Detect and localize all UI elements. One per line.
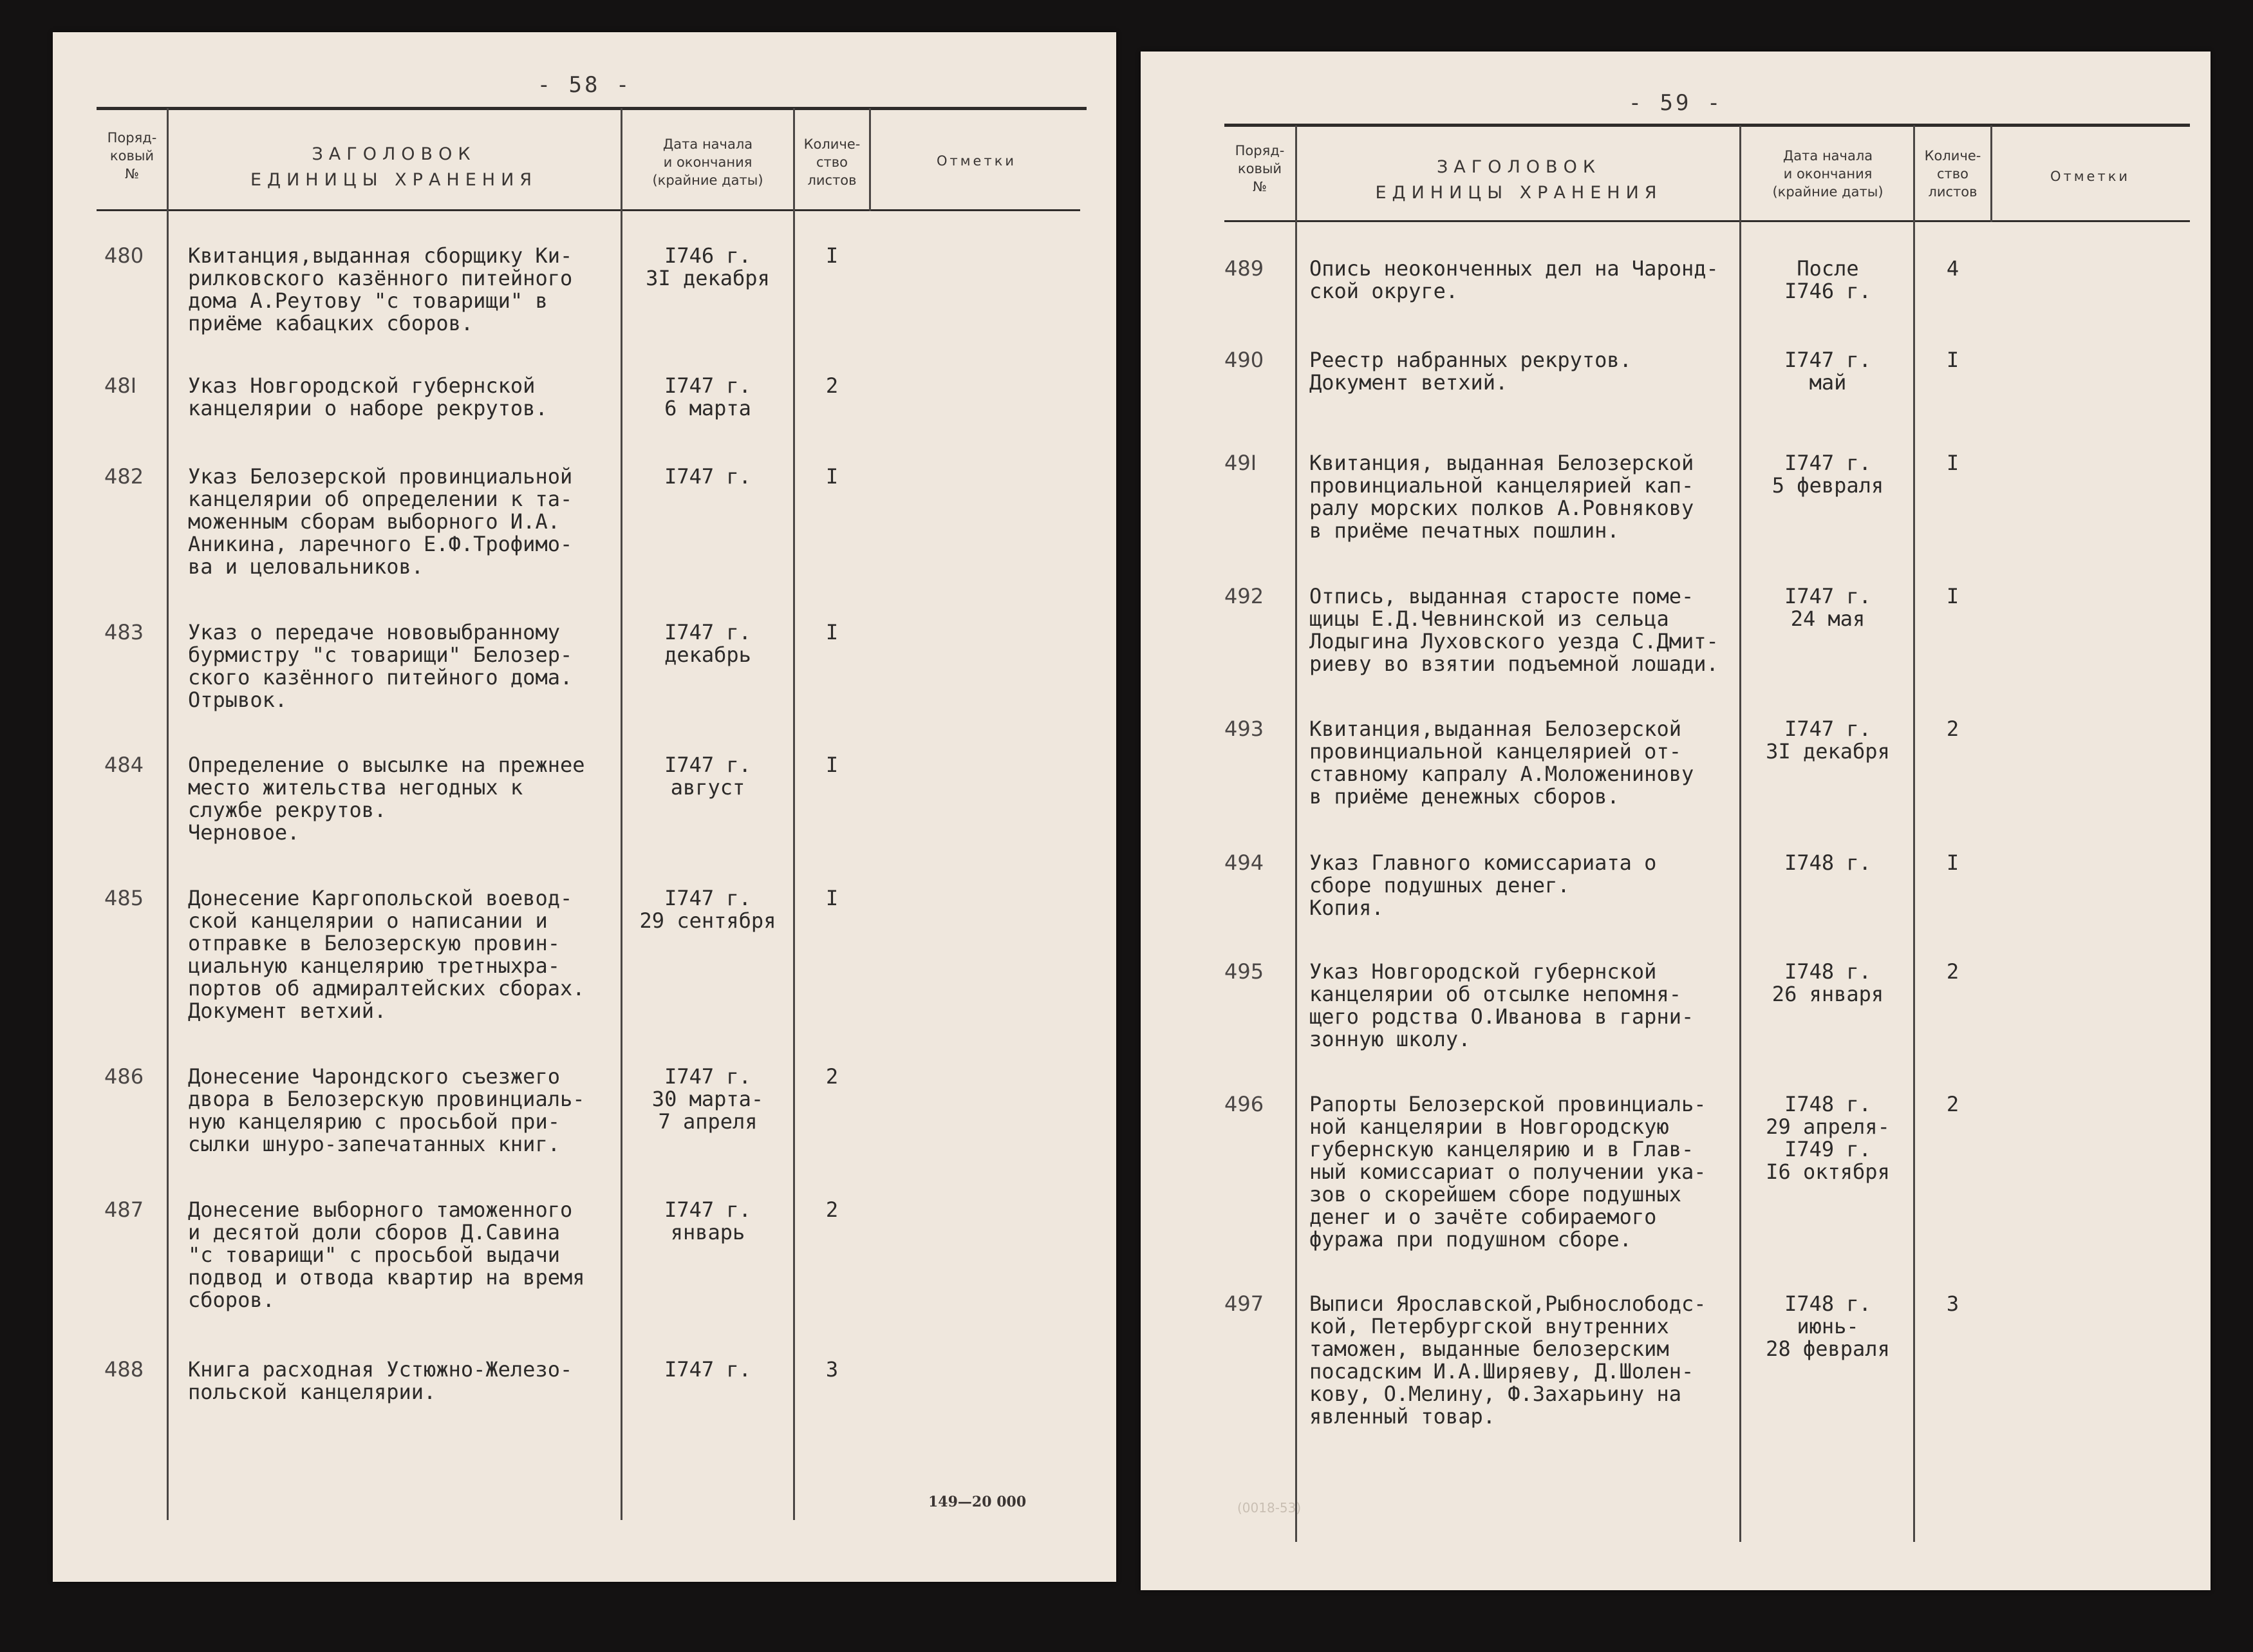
- row-number: 493: [1224, 717, 1264, 741]
- row-count: 2: [1946, 959, 1959, 984]
- header-number-column: Поряд- ковый №: [1235, 143, 1285, 194]
- row-date: I748 г. 29 апреля- I749 г. I6 октября: [1766, 1092, 1890, 1184]
- header-notes-column: Отметки: [936, 153, 1017, 169]
- column-divider: [1913, 126, 1915, 1542]
- row-count: 2: [1946, 717, 1959, 741]
- row-date: I747 г. 30 марта- 7 апреля: [651, 1064, 764, 1134]
- row-count: 4: [1946, 256, 1959, 281]
- row-number: 483: [104, 620, 144, 644]
- row-number: 484: [104, 753, 144, 777]
- row-number: 49I: [1224, 451, 1257, 475]
- row-title: Определение о высылке на прежнее место жительства негодных к службе рекрутов. Черновое.: [188, 753, 585, 845]
- page-number: - 59 -: [1628, 90, 1723, 116]
- header-date-column: Дата начала и окончания (крайние даты): [1772, 148, 1884, 200]
- row-title: Указ Белозерской провинциальной канцелярии об определении к та- моженным сборам выборного И.А. Аникина, ларечного Е.Ф.Трофимо- ва и целовальников.: [188, 464, 573, 579]
- row-date: I747 г.: [664, 464, 751, 489]
- row-count: I: [825, 753, 839, 777]
- row-title: Донесение выборного таможенного и десятой доли сборов Д.Савина "с товарищи" с просьбой выдачи подвод и отвода квартир на время сборов.: [188, 1197, 585, 1312]
- faded-print-code: (0018-53): [1237, 1500, 1302, 1516]
- row-title: Рапорты Белозерской провинциаль- ной канцелярии в Новгородскую губернскую канцелярию и в Глав- ный комиссариат о получении ука- зов о скорейшем сборе подушных денег и о зачёте собираемого фуража при подушном сборе.: [1309, 1092, 1706, 1252]
- row-count: 3: [1946, 1291, 1959, 1316]
- row-count: I: [825, 243, 839, 268]
- row-number: 482: [104, 464, 144, 489]
- header-count-column: Количе- ство листов: [803, 136, 861, 188]
- header-number-column: Поряд- ковый №: [107, 130, 157, 182]
- row-title: Квитанция,выданная сборщику Ки- рилковского казённого питейного дома А.Реутову "с товарищи" в приёме кабацких сборов.: [188, 243, 573, 335]
- row-date: I747 г. май: [1784, 348, 1871, 395]
- row-title: Выписи Ярославской,Рыбнослободс- кой, Петербургской внутренних таможен, выданные белозерским посадским И.А.Ширяеву, Д.Шолен- кову, О.Мелину, Ф.Захарьину на явленный товар.: [1309, 1291, 1706, 1429]
- row-count: 2: [825, 373, 839, 398]
- header-title-column: ЗАГОЛОВОК ЕДИНИЦЫ ХРАНЕНИЯ: [250, 144, 538, 190]
- header-count-column: Количе- ство листов: [1924, 148, 1981, 200]
- column-divider: [621, 108, 622, 1520]
- row-date: I748 г. июнь- 28 февраля: [1766, 1291, 1890, 1361]
- row-title: Указ о передаче нововыбранному бурмистру "с товарищи" Белозер- ского казённого питейного дома. Отрывок.: [188, 620, 573, 712]
- column-divider: [793, 108, 795, 1520]
- row-title: Донесение Чарондского съезжего двора в Белозерскую провинциаль- ную канцелярию с просьбой при- сылки шнуро-запечатанных книг.: [188, 1064, 585, 1156]
- row-number: 487: [104, 1197, 144, 1222]
- row-number: 488: [104, 1357, 144, 1382]
- header-notes-column: Отметки: [2050, 169, 2131, 184]
- row-number: 485: [104, 886, 144, 910]
- row-date: I746 г. ЗI декабря: [646, 243, 770, 290]
- archive-page-left: [53, 32, 1116, 1582]
- row-title: Книга расходная Устюжно-Железо- польской канцелярии.: [188, 1357, 573, 1404]
- row-count: 3: [825, 1357, 839, 1382]
- archive-page-right: [1141, 52, 2211, 1590]
- row-date: I747 г.: [664, 1357, 751, 1382]
- row-count: I: [825, 464, 839, 489]
- row-date: I748 г. 26 января: [1772, 959, 1884, 1006]
- header-top-rule: [1224, 124, 2190, 127]
- row-date: I747 г. 6 марта: [664, 373, 751, 420]
- row-title: Донесение Каргопольской воевод- ской канцелярии о написании и отправке в Белозерскую провин- циальную канцелярию третныхра- портов об адмиралтейских сборах. Документ ветхий.: [188, 886, 585, 1023]
- row-date: I747 г. январь: [664, 1197, 751, 1244]
- row-title: Реестр набранных рекрутов. Документ ветхий.: [1309, 348, 1632, 395]
- row-title: Квитанция,выданная Белозерской провинциальной канцелярией от- ставному капралу А.Моложенинову в приёме денежных сборов.: [1309, 717, 1694, 809]
- row-title: Опись неоконченных дел на Чаронд- ской округе.: [1309, 256, 1719, 303]
- row-date: I748 г.: [1784, 850, 1871, 875]
- page-number: - 58 -: [537, 72, 632, 98]
- row-date: После I746 г.: [1784, 256, 1871, 303]
- header-date-column: Дата начала и окончания (крайние даты): [652, 136, 763, 188]
- row-number: 48I: [104, 373, 137, 398]
- row-date: I747 г. 29 сентября: [639, 886, 776, 933]
- column-divider: [1990, 126, 1992, 222]
- row-number: 490: [1224, 348, 1264, 372]
- row-number: 495: [1224, 959, 1264, 984]
- header-title-column: ЗАГОЛОВОК ЕДИНИЦЫ ХРАНЕНИЯ: [1375, 157, 1663, 203]
- row-count: I: [1946, 348, 1959, 372]
- row-number: 497: [1224, 1291, 1264, 1316]
- row-title: Указ Новгородской губернской канцелярии об отсылке непомня- щего родства О.Иванова в гарни- зонную школу.: [1309, 959, 1694, 1051]
- header-bottom-rule: [1224, 220, 2190, 222]
- row-title: Квитанция, выданная Белозерской провинциальной канцелярией кап- ралу морских полков А.Ровнякову в приёме печатных пошлин.: [1309, 451, 1694, 543]
- row-number: 486: [104, 1064, 144, 1089]
- row-number: 494: [1224, 850, 1264, 875]
- column-divider: [1295, 126, 1297, 1542]
- row-title: Отпись, выданная старосте поме- щицы Е.Д.Чевнинской из сельца Лодыгина Луховского уезда С.Дмит- риеву во взятии подъемной лошади.: [1309, 584, 1719, 676]
- row-count: I: [825, 620, 839, 644]
- row-date: I747 г. 5 февраля: [1772, 451, 1884, 498]
- row-number: 492: [1224, 584, 1264, 608]
- row-count: I: [1946, 584, 1959, 608]
- row-count: I: [1946, 850, 1959, 875]
- row-date: I747 г. август: [664, 753, 751, 800]
- row-date: I747 г. ЗI декабря: [1766, 717, 1890, 764]
- row-count: I: [1946, 451, 1959, 475]
- print-run-code: 149—20 000: [928, 1494, 1027, 1510]
- row-date: I747 г. декабрь: [664, 620, 751, 667]
- row-count: 2: [1946, 1092, 1959, 1116]
- row-number: 480: [104, 243, 144, 268]
- row-title: Указ Главного комиссариата о сборе подушных денег. Копия.: [1309, 850, 1657, 920]
- row-count: 2: [825, 1197, 839, 1222]
- row-number: 489: [1224, 256, 1264, 281]
- column-divider: [167, 108, 169, 1520]
- row-date: I747 г. 24 мая: [1784, 584, 1871, 631]
- row-count: I: [825, 886, 839, 910]
- column-divider: [1739, 126, 1741, 1542]
- header-top-rule: [97, 107, 1087, 110]
- row-number: 496: [1224, 1092, 1264, 1116]
- row-title: Указ Новгородской губернской канцелярии о наборе рекрутов.: [188, 373, 548, 420]
- header-bottom-rule: [97, 209, 1080, 211]
- row-count: 2: [825, 1064, 839, 1089]
